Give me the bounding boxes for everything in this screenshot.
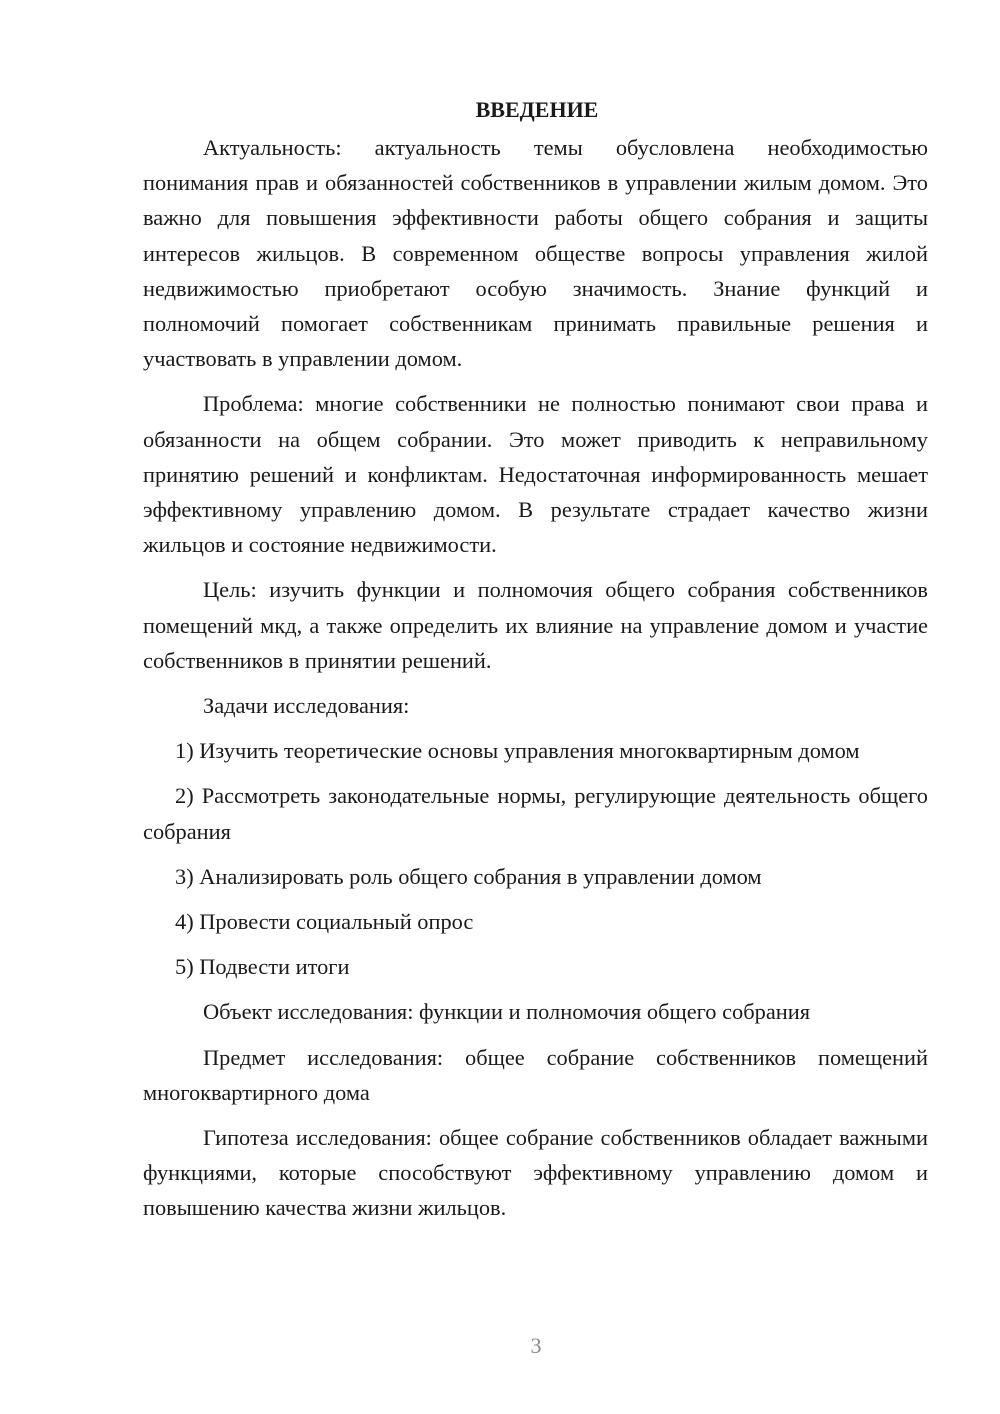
- paragraph-goal: Цель: изучить функции и полномочия общего собрания собственников помещений мкд, а также определить их влияние на управление домом и участие собственников в принятии решений.: [143, 577, 928, 673]
- task-item-5: 5) Подвести итоги: [175, 954, 350, 980]
- task-item-2: 2) Рассмотреть законодательные нормы, регулирующие деятельность общего собрания: [143, 783, 928, 844]
- paragraph-hypothesis: Гипотеза исследования: общее собрание собственников обладает важными функциями, которые способствуют эффективному управлению домом и повышению качества жизни жильцов.: [143, 1125, 928, 1221]
- paragraph-relevance: Актуальность: актуальность темы обусловлена необходимостью понимания прав и обязанностей собственников в управлении жилым домом. Это важно для повышения эффективности работы общего собрания и защиты интересов жильцов. В современном обществе вопросы управления жилой недвижимостью приобретают особую значимость. Знание функций и полномочий помогает собственникам принимать правильные решения и участвовать в управлении домом.: [143, 135, 928, 372]
- tasks-heading: Задачи исследования:: [203, 693, 410, 719]
- page-number: 3: [530, 1333, 542, 1358]
- paragraph-object: Объект исследования: функции и полномочия общего собрания: [203, 999, 811, 1025]
- document-body: [143, 95, 928, 1236]
- task-item-4: 4) Провести социальный опрос: [175, 909, 474, 935]
- section-heading: ВВЕДЕНИЕ: [475, 97, 599, 122]
- paragraph-problem: Проблема: многие собственники не полностью понимают свои права и обязанности на общем собрании. Это может приводить к неправильному принятию решений и конфликтам. Недостаточная информированность мешает эффективному управлению домом. В результате страдает качество жизни жильцов и состояние недвижимости.: [143, 391, 928, 558]
- paragraph-subject: Предмет исследования: общее собрание собственников помещений многоквартирного дома: [143, 1044, 928, 1105]
- task-item-1: 1) Изучить теоретические основы управления многоквартирным домом: [175, 738, 860, 764]
- task-item-3: 3) Анализировать роль общего собрания в управлении домом: [175, 863, 762, 889]
